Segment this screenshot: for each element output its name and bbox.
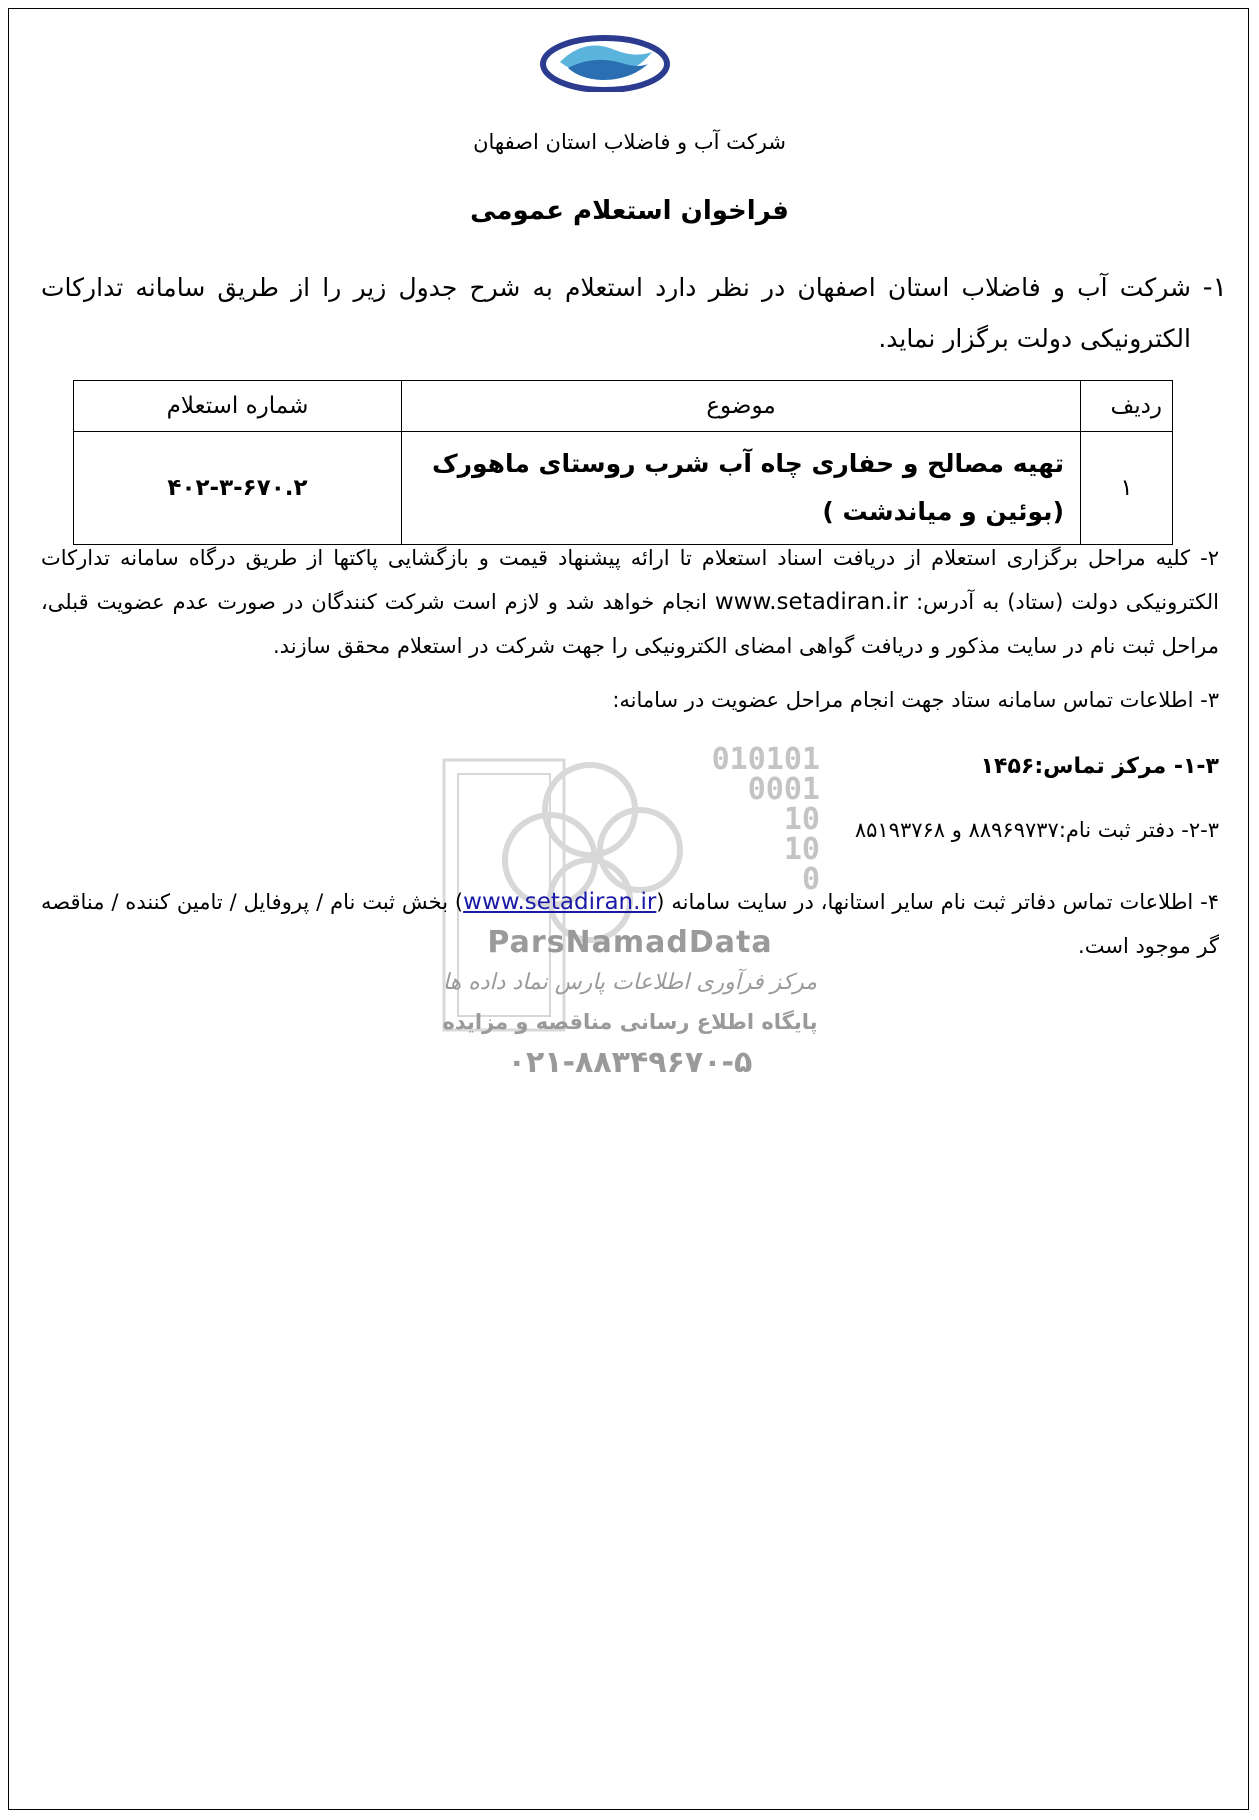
company-name: شرکت آب و فاضلاب استان اصفهان xyxy=(473,130,786,154)
watermark-line-1: مرکز فرآوری اطلاعات پارس نماد داده ها xyxy=(442,970,818,995)
section-1 xyxy=(41,262,1227,364)
watermark-digit-line: 10 xyxy=(783,832,820,867)
section-4 xyxy=(41,880,1219,968)
watermark-digit-line: 0 xyxy=(801,862,820,897)
section-3-item-1: ۱-۳- مرکز تماس:۱۴۵۶ xyxy=(980,754,1219,779)
cell-row-number: ۱ xyxy=(1081,432,1173,545)
section-1-text: شرکت آب و فاضلاب استان اصفهان در نظر دارد استعلام به شرح جدول زیر را از طریق سامانه تدارکات الکترونیکی دولت برگزار نماید. xyxy=(41,273,1191,353)
section-2-url: www.setadiran.ir xyxy=(714,589,909,615)
watermark-brand: ParsNamadData xyxy=(487,925,773,960)
company-logo xyxy=(540,32,670,92)
svg-text:~~~~~~~~~~: ~~~~~~~~~~ xyxy=(584,38,626,44)
section-1-number: ۱- xyxy=(1202,272,1227,303)
cell-inquiry-number: ۴۰۲-۳-۶۷۰.۲ xyxy=(74,432,402,545)
table-row xyxy=(74,432,1173,545)
section-4-text-before: ۴- اطلاعات تماس دفاتر ثبت نام سایر استانها، در سایت سامانه ( xyxy=(656,890,1219,914)
section-2-text-before: ۲- کلیه مراحل برگزاری استعلام از دریافت اسناد استعلام تا ارائه پیشنهاد قیمت و بازگشایی پاکتها از طریق درگاه سامانه تدارکات الکترونیکی دولت (ستاد) به آدرس: xyxy=(41,546,1219,614)
header-subject: موضوع xyxy=(402,381,1081,432)
section-3: ۳- اطلاعات تماس سامانه ستاد جهت انجام مراحل عضویت در سامانه: xyxy=(612,688,1219,712)
table-header-row xyxy=(74,381,1173,432)
section-3-item-2: ۲-۳- دفتر ثبت نام:۸۸۹۶۹۷۳۷ و ۸۵۱۹۳۷۶۸ xyxy=(854,818,1219,842)
document-title: فراخوان استعلام عمومی xyxy=(470,196,789,226)
section-4-text-after: ) بخش ثبت نام / پروفایل / تامین کننده / مناقصه گر موجود است. xyxy=(41,890,1219,958)
watermark-digit-line: 10 xyxy=(783,802,820,837)
watermark-phone: ۰۲۱-۸۸۳۴۹۶۷۰-۵ xyxy=(507,1045,753,1080)
section-4-link[interactable]: www.setadiran.ir xyxy=(463,889,657,915)
header-inquiry-number: شماره استعلام xyxy=(74,381,402,432)
inquiry-table xyxy=(73,380,1173,545)
watermark-digit-line: 0001 xyxy=(747,772,820,807)
header-row-number: ردیف xyxy=(1081,381,1173,432)
section-2 xyxy=(41,536,1219,668)
section-2-text-after: انجام خواهد شد و لازم است شرکت کنندگان در صورت عدم عضویت قبلی، مراحل ثبت نام در سایت مذکور و دریافت گواهی امضای الکترونیکی را جهت شرکت در استعلام محقق سازند. xyxy=(41,590,1219,658)
watermark-digit-line: 010101 xyxy=(711,742,820,777)
cell-subject: تهیه مصالح و حفاری چاه آب شرب روستای ماهورک (بوئین و میاندشت ) xyxy=(402,432,1081,545)
watermark-line-2: پایگاه اطلاع رسانی مناقصه و مزایده xyxy=(442,1010,818,1034)
